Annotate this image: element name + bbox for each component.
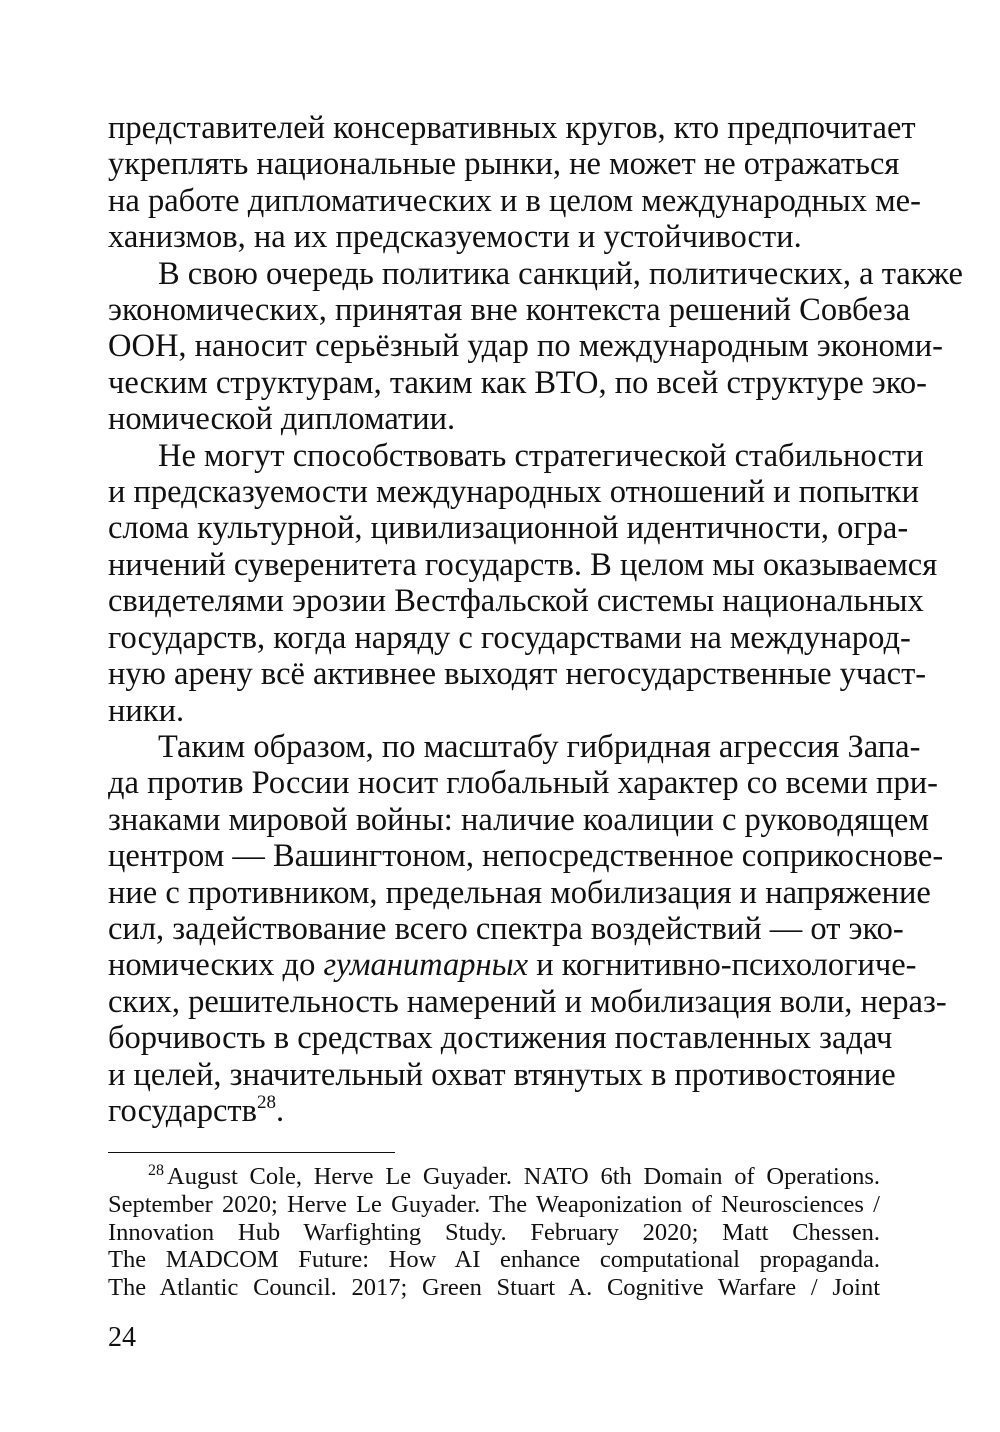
page-number: 24 — [108, 1322, 136, 1353]
footnote — [108, 1163, 880, 1302]
footnote-line: September 2020; Herve Le Guyader. The Weaponization of Neurosciences / — [108, 1190, 880, 1218]
text-segment: и когнитивно-психологиче- — [528, 947, 917, 984]
text-line: ханизмов, на их предсказуемости и устойчивости. — [108, 219, 802, 256]
text-line: ческим структурам, таким как ВТО, по всей структуре эко- — [108, 364, 927, 401]
footnote-divider — [108, 1152, 395, 1153]
text-line: ние с противником, предельная мобилизация и напряжение — [108, 874, 931, 911]
italic-term: гуманитарных — [323, 947, 529, 984]
paragraph-1 — [108, 110, 921, 256]
text-line: представителей консервативных кругов, кто предпочитает — [108, 110, 916, 146]
paragraph-4 — [108, 728, 947, 1129]
footnote-line: The MADCOM Future: How AI enhance computational propaganda. — [108, 1246, 880, 1274]
text-line: ную арену всё активнее выходят негосударственные участ- — [108, 656, 927, 693]
footnote-text: August Cole, Herve Le Guyader. NATO 6th Domain of Operations. — [167, 1163, 880, 1190]
text-line: ских, решительность намерений и мобилизация воли, нераз- — [108, 983, 947, 1020]
text-line: на работе дипломатических и в целом международных ме- — [108, 182, 921, 219]
text-line: номической дипломатии. — [108, 401, 456, 438]
text-line: знаками мировой войны: наличие коалиции с руководящем — [108, 801, 929, 838]
text-line: ничений суверенитета государств. В целом мы оказываемся — [108, 546, 938, 583]
text-line: Не могут способствовать стратегической стабильности — [158, 437, 924, 474]
text-line: сил, задействование всего спектра воздействий — от эко- — [108, 910, 904, 947]
text-line: ООН, наносит серьёзный удар по международным экономи- — [108, 328, 943, 365]
text-line: Таким образом, по масштабу гибридная агрессия Запа- — [158, 728, 921, 765]
text-line: слома культурной, цивилизационной идентичности, огра- — [108, 510, 909, 547]
footnote-line — [108, 1163, 880, 1191]
paragraph-3 — [108, 437, 938, 729]
footnote-line: Innovation Hub Warfighting Study. February 2020; Matt Chessen. — [108, 1218, 880, 1246]
text-line — [108, 1093, 880, 1129]
paragraph-2 — [108, 255, 963, 438]
text-line: В свою очередь политика санкций, политических, а также — [158, 255, 963, 292]
footnote-marker: 28 — [148, 1162, 164, 1179]
text-line: и целей, значительный охват втянутых в противостояние — [108, 1056, 896, 1093]
footnote-line: The Atlantic Council. 2017; Green Stuart A. Cognitive Warfare / Joint — [108, 1274, 880, 1302]
main-text — [108, 110, 963, 1129]
text-line-with-italic — [108, 947, 917, 984]
footnote-reference[interactable]: 28 — [256, 1091, 276, 1113]
text-line: борчивость в средствах достижения поставленных задач — [108, 1020, 893, 1057]
text-line: экономических, принятая вне контекста решений Совбеза — [108, 292, 911, 329]
text-line: государств, когда наряду с государствами на международ- — [108, 619, 911, 656]
text-line: центром — Вашингтоном, непосредственное соприкоснове- — [108, 838, 944, 875]
text-line: ники. — [108, 692, 185, 729]
text-line: и предсказуемости международных отношений и попытки — [108, 474, 919, 511]
text-line: укреплять национальные рынки, не может не отражаться — [108, 146, 900, 183]
text-line: да против России носит глобальный характер со всеми при- — [108, 765, 938, 802]
text-segment: . — [275, 1092, 285, 1129]
text-segment: государств — [108, 1092, 257, 1129]
text-segment: номических до — [108, 947, 324, 984]
text-line: свидетелями эрозии Вестфальской системы национальных — [108, 583, 924, 620]
